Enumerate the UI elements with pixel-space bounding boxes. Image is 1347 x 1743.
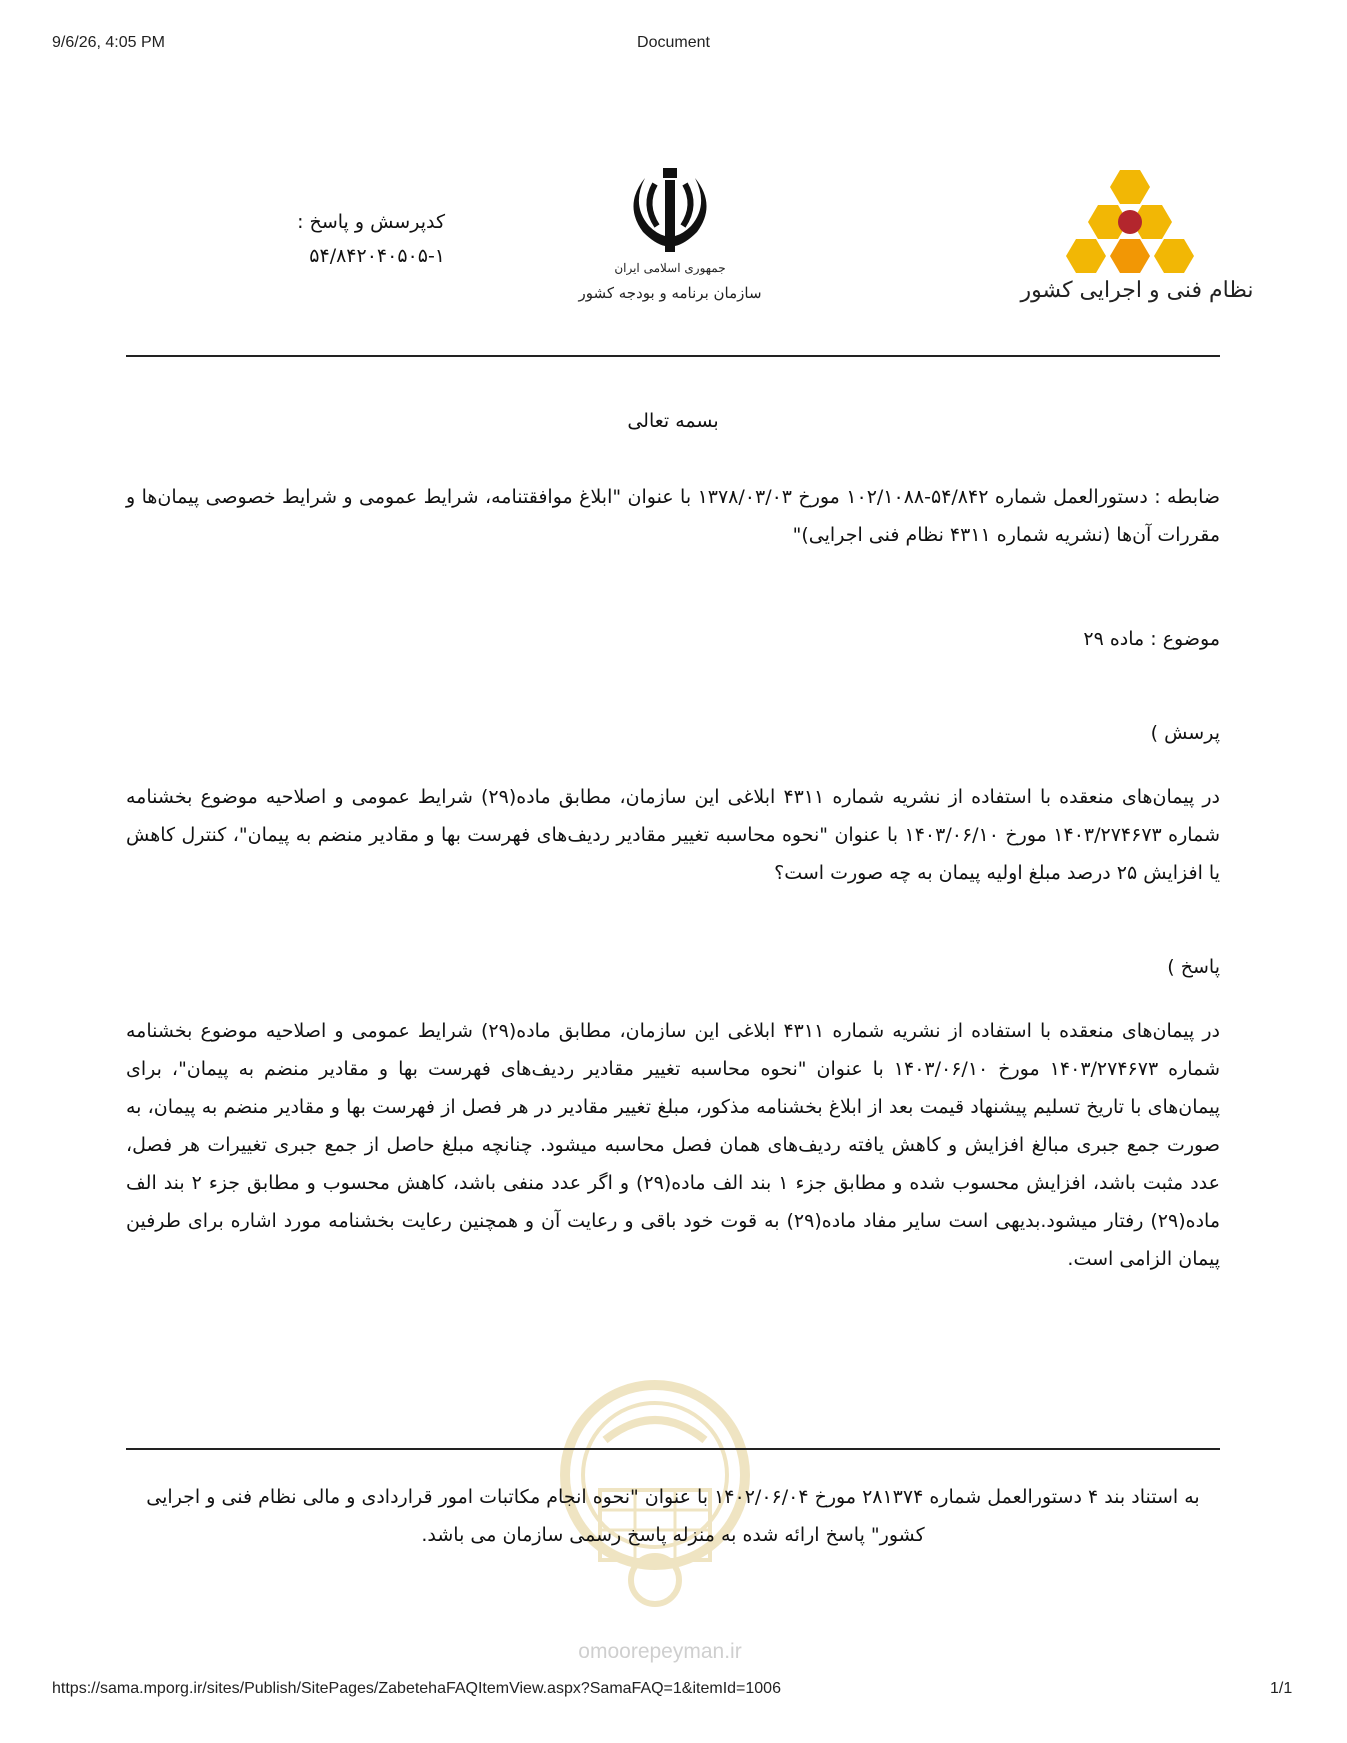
emblem-line-1: جمهوری اسلامی ایران <box>614 261 726 275</box>
print-title: Document <box>637 34 710 51</box>
print-header <box>0 34 1347 56</box>
iran-emblem-icon <box>578 160 762 310</box>
header-divider <box>126 355 1220 357</box>
question-label: پرسش ) <box>1150 722 1220 744</box>
print-page-number: 1/1 <box>1270 1680 1293 1697</box>
question-paragraph: در پیمان‌های منعقده با استفاده از نشریه شماره ۴۳۱۱ ابلاغی این سازمان، مطابق ماده(۲۹) شرایط عمومی و اصلاحیه موضوع بخشنامه شماره ۱۴۰۳/۲۷۴۶۷۳ مورخ ۱۴۰۳/۰۶/۱۰ با عنوان "نحوه محاسبه تغییر مقادیر ردیف‌های فهرست بها و مقادیر منضم به پیمان"، کنترل کاهش یا افزایش ۲۵ درصد مبلغ اولیه پیمان به چه صورت است؟ <box>126 786 1221 884</box>
faq-code-value: ۵۴/۸۴۲۰۴۰۵۰۵-۱ <box>309 245 445 267</box>
cubes-logo-icon <box>1020 165 1254 303</box>
print-datetime: 9/6/26, 4:05 PM <box>52 34 165 51</box>
regulation-paragraph: ضابطه : دستورالعمل شماره ۵۴/۸۴۲-۱۰۲/۱۰۸۸ مورخ ۱۳۷۸/۰۳/۰۳ با عنوان "ابلاغ موافقتنامه، شرایط عمومی و شرایط خصوصی پیمان‌ها و مقررات آن‌ها (نشریه شماره ۴۳۱۱ نظام فنی اجرایی)" <box>126 486 1221 546</box>
footer-divider <box>126 1448 1220 1450</box>
nezam-fanni-logo-text: نظام فنی و اجرایی کشور <box>1020 278 1254 303</box>
answer-paragraph: در پیمان‌های منعقده با استفاده از نشریه شماره ۴۳۱۱ ابلاغی این سازمان، مطابق ماده(۲۹) شرایط عمومی و اصلاحیه موضوع بخشنامه شماره ۱۴۰۳/۲۷۴۶۷۳ مورخ ۱۴۰۳/۰۶/۱۰ با عنوان "نحوه محاسبه تغییر مقادیر ردیف‌های فهرست بها و مقادیر منضم به پیمان"، برای پیمان‌های با تاریخ تسلیم پیشنهاد قیمت بعد از ابلاغ بخشنامه مذکور، مبلغ تغییر مقادیر در هر فصل از فهرست بها و مقادیر منضم به پیمان، به صورت جمع جبری مبالغ افزایش و کاهش یافته ردیف‌های همان فصل محاسبه میشود. چنانچه مبلغ حاصل از جمع جبری تغییرات هر فصل، عدد مثبت باشد، افزایش محسوب شده و مطابق جزء ۱ بند الف ماده(۲۹) و اگر عدد منفی باشد، کاهش محسوب و مطابق جزء ۲ بند الف ماده(۲۹) رفتار میشود.بدیهی است سایر مفاد ماده(۲۹) به قوت خود باقی و رعایت آن و همچنین رعایت بخشنامه مورد اشاره برای طرفین پیمان الزامی است. <box>126 1020 1221 1270</box>
answer-label: پاسخ ) <box>1167 956 1220 978</box>
subject-line: موضوع : ماده ۲۹ <box>1083 628 1220 650</box>
document-heading: بسمه تعالی <box>627 410 719 432</box>
faq-code-label: کدپرسش و پاسخ : <box>297 211 445 233</box>
print-url: https://sama.mporg.ir/sites/Publish/SitePages/ZabetehaFAQItemView.aspx?SamaFAQ=1&itemId=1006 <box>52 1680 781 1697</box>
footnote-paragraph: به استناد بند ۴ دستورالعمل شماره ۲۸۱۳۷۴ مورخ ۱۴۰۲/۰۶/۰۴ با عنوان "نحوه انجام مکاتبات امور قراردادی و مالی نظام فنی و اجرایی کشور" پاسخ ارائه شده به منزله پاسخ رسمی سازمان می باشد. <box>146 1486 1200 1546</box>
nezam-fanni-logo <box>1020 165 1254 303</box>
watermark-text: omoorepeyman.ir <box>578 1640 742 1663</box>
emblem-line-2: سازمان برنامه و بودجه کشور <box>578 284 762 302</box>
faq-code-block <box>230 205 445 273</box>
iran-emblem <box>578 160 762 310</box>
